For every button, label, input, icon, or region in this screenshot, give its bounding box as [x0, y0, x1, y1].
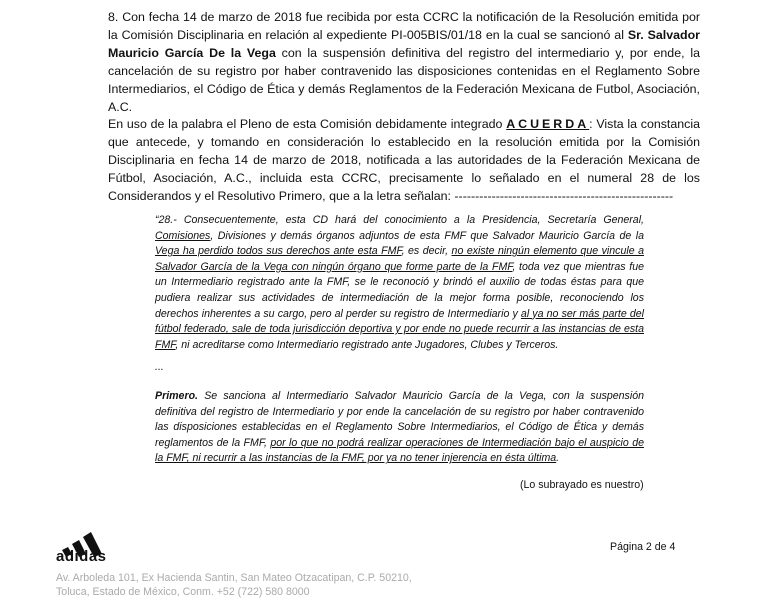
- quote-primero: [155, 389, 644, 467]
- quote-28: [155, 213, 644, 353]
- address-line-1: Av. Arboleda 101, Ex Hacienda Santin, San Mateo Otzacatipan, C.P. 50210,: [56, 572, 412, 584]
- acuerda-text-b: : Vista la constancia que antecede, y tomando en consideración lo establecido en la resolución emitida por la Comisión Disciplinaria en fecha 14 de marzo de 2018, notificada a las autoridades de la Federación Mexicana de Fútbol, Asociación, A.C., incluida esta CCRC, precisamente lo señalado en el numeral 28 de los Considerandos y el Resolutivo Primero, que a la letra señalan: -----------------------------------------------------: [108, 117, 700, 203]
- primero-s2: .: [556, 452, 560, 465]
- q28-u1: Comisiones: [155, 229, 211, 242]
- p8-name: Sr. Salvador Mauricio García De la Vega: [108, 28, 700, 60]
- page-number: Página 2 de 4: [610, 541, 676, 553]
- p8-text-b: con la suspensión definitiva del registro del intermediario y, por ende, la cancelación de su registro por haber contravenido las disposiciones contenidas en el Reglamento Sobre Intermediarios, el Código de Ética y demás Reglamentos de la Federación Mexicana de Futbol, Asociación, A.C.: [108, 46, 700, 114]
- primero-s1: Se sanciona al Intermediario Salvador Mauricio García de la Vega, con la suspensión definitiva del registro de Intermediario y por ende la cancelación de su registro por haber contravenido las disposiciones establecidas en el Reglamento Sobre Intermediarios, el Código de Ética y demás reglamentos de la FMF,: [155, 390, 644, 449]
- primero-u1: por lo que no podrá realizar operaciones de Intermediación bajo el auspicio de la FMF, ni recurrir a las instancias de la FMF, por ya no tener injerencia en ésta última: [155, 436, 644, 465]
- p8-text-a: 8. Con fecha 14 de marzo de 2018 fue recibida por esta CCRC la notificación de la Resolución emitida por la Comisión Disciplinaria en relación al expediente PI-005BIS/01/18 en la cual se sancionó al: [108, 10, 700, 42]
- quote-ellipsis: ...: [155, 361, 164, 373]
- brand-name: adidas: [56, 548, 107, 565]
- q28-s2: , Divisiones y demás órganos adjuntos de esta FMF que Salvador Mauricio García de la: [210, 229, 644, 242]
- q28-s5: , ni acreditarse como Intermediario registrado ante Jugadores, Clubes y Terceros.: [175, 338, 559, 351]
- underline-note: (Lo subrayado es nuestro): [520, 479, 644, 491]
- paragraph-acuerda: [108, 115, 700, 205]
- q28-s3: , es decir,: [401, 245, 452, 258]
- acuerda-word: ACUERDA: [506, 117, 590, 131]
- primero-label: Primero.: [155, 390, 198, 402]
- acuerda-text-a: En uso de la palabra el Pleno de esta Comisión debidamente integrado: [108, 117, 507, 131]
- q28-u3: no existe ningún elemento que vincule a Salvador García de la Vega con ningún órgano que forme parte de la FMF: [155, 245, 644, 273]
- q28-s4: , toda vez que mientras fue un Intermediario registrado ante la FMF, se le reconoció y brindó el auxilio de todas éstas para que pudiera realizar sus actividades de intermediación de la mejor forma posible, reconociendo los derechos inherentes a su cargo, pero al perder su registro de Intermediario y: [155, 260, 644, 320]
- q28-u2: Vega ha perdido todos sus derechos ante esta FMF: [155, 245, 402, 258]
- q28-u4: al ya no ser más parte del fútbol federado, sale de toda jurisdicción deportiva y por ende no puede recurrir a las instancias de esta FMF: [155, 307, 645, 351]
- paragraph-8: [108, 8, 700, 116]
- q28-s1: “28.- Consecuentemente, esta CD hará del conocimiento a la Presidencia, Secretaría General,: [155, 214, 644, 226]
- address-line-2: Toluca, Estado de México, Conm. +52 (722) 580 8000: [56, 586, 310, 598]
